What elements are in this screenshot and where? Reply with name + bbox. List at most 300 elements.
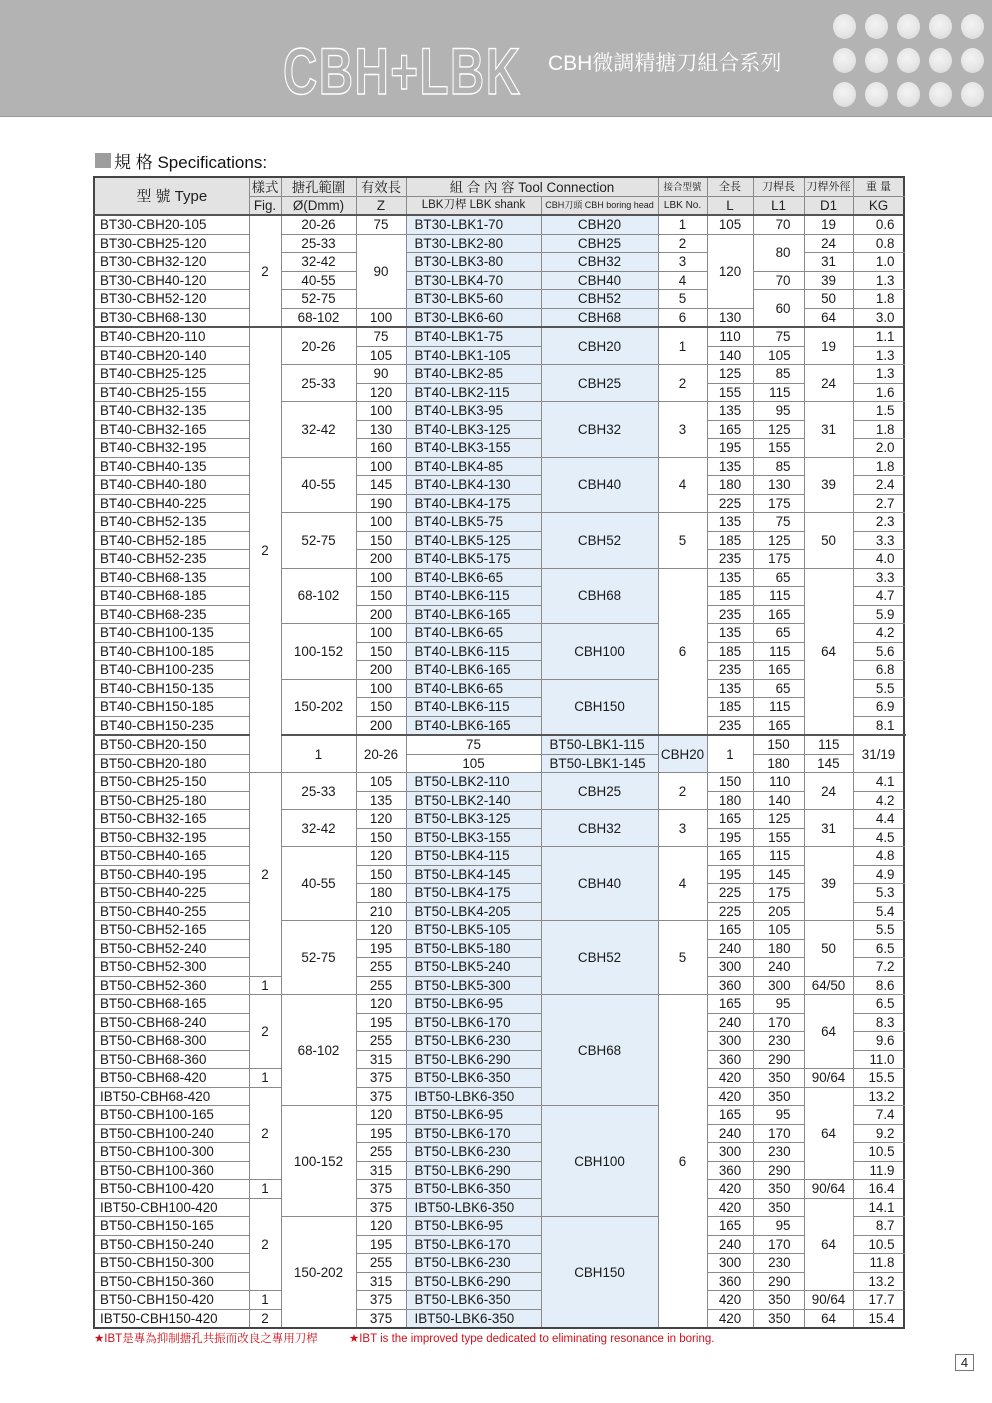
- cell-cbh: CBH68: [541, 995, 658, 1106]
- cell-l: 110: [707, 327, 753, 346]
- cell-z: 120: [356, 1106, 406, 1125]
- cell-kg: 5.5: [853, 679, 904, 698]
- cell-l1: 105: [753, 921, 804, 940]
- cell-kg: 2.4: [853, 476, 904, 495]
- cell-type: BT50-CBH100-300: [94, 1143, 249, 1162]
- cell-z: 375: [356, 1087, 406, 1106]
- cell-l1: 155: [753, 439, 804, 458]
- cell-lbk: BT40-LBK4-85: [406, 457, 541, 476]
- cell-kg: 3.0: [853, 308, 904, 327]
- cell-kg: 8.6: [853, 976, 904, 995]
- cell-l1: 95: [753, 995, 804, 1014]
- cell-type: BT50-CBH68-420: [94, 1069, 249, 1088]
- cell-d1: 31/19: [853, 735, 904, 773]
- cell-l1: 240: [753, 958, 804, 977]
- dot-icon: [865, 14, 888, 39]
- cell-z: 375: [356, 1069, 406, 1088]
- cell-lbk: BT40-LBK5-175: [406, 550, 541, 569]
- header-d1-cn: 刀桿外徑: [804, 177, 853, 197]
- cell-d1: 31: [804, 810, 853, 847]
- cell-type: IBT50-CBH68-420: [94, 1087, 249, 1106]
- cell-z: 105: [356, 346, 406, 365]
- cell-z: 210: [356, 902, 406, 921]
- table-row: [94, 439, 904, 458]
- cell-z: 90: [356, 234, 406, 308]
- cell-kg: 4.2: [853, 624, 904, 643]
- cell-l1: 125: [753, 531, 804, 550]
- cell-range: 32-42: [281, 253, 356, 272]
- cell-lbk: BT40-LBK1-75: [406, 327, 541, 346]
- cell-l1: 175: [753, 884, 804, 903]
- table-row: [94, 271, 904, 290]
- cell-z: 105: [356, 773, 406, 792]
- cell-l1: 65: [753, 624, 804, 643]
- table-row: [94, 1050, 904, 1069]
- cell-z: 195: [356, 939, 406, 958]
- cell-kg: 1.8: [853, 457, 904, 476]
- table-row: [94, 365, 904, 384]
- table-row: [94, 624, 904, 643]
- cell-type: BT50-CBH32-195: [94, 828, 249, 847]
- cell-l1: 85: [753, 365, 804, 384]
- cell-range: 25-33: [281, 773, 356, 810]
- footnote-en: ★IBT is the improved type dedicated to eliminating resonance in boring.: [348, 1333, 715, 1345]
- cell-type: BT50-CBH68-240: [94, 1013, 249, 1032]
- square-bullet-icon: [95, 153, 111, 168]
- table-row: [94, 921, 904, 940]
- cell-type: BT50-CBH32-165: [94, 810, 249, 829]
- cell-cbh: CBH32: [541, 402, 658, 458]
- section-title-text: 規 格 Specifications:: [114, 153, 268, 172]
- cell-type: BT40-CBH40-180: [94, 476, 249, 495]
- table-row: [94, 1180, 904, 1199]
- table-row: [94, 810, 904, 829]
- header-fig-en: Fig.: [249, 197, 281, 216]
- cell-kg: 13.2: [853, 1272, 904, 1291]
- cell-l1: 165: [753, 716, 804, 735]
- cell-z: 375: [356, 1291, 406, 1310]
- cell-l1: 290: [753, 1161, 804, 1180]
- cell-z: 130: [356, 420, 406, 439]
- cell-kg: 4.5: [853, 828, 904, 847]
- table-row: [94, 698, 904, 717]
- cell-l: 185: [707, 698, 753, 717]
- cell-fig: 2: [249, 1087, 281, 1180]
- cell-kg: 14.1: [853, 1198, 904, 1217]
- cell-type: BT50-CBH40-225: [94, 884, 249, 903]
- cell-z: 120: [356, 1217, 406, 1236]
- header-l1-en: L1: [753, 197, 804, 216]
- section-title: [95, 148, 267, 173]
- cell-kg: 4.4: [853, 810, 904, 829]
- table-row: [94, 939, 904, 958]
- cell-cbh: CBH25: [541, 234, 658, 253]
- table-row: [94, 679, 904, 698]
- cell-type: BT30-CBH68-130: [94, 308, 249, 327]
- cell-l: 150: [753, 735, 804, 754]
- cell-kg: 11.0: [853, 1050, 904, 1069]
- cell-z: 255: [356, 1032, 406, 1051]
- cell-cbh: CBH150: [541, 1217, 658, 1329]
- dot-icon: [961, 48, 984, 73]
- cell-lbk: BT30-LBK4-70: [406, 271, 541, 290]
- cell-z: 315: [356, 1050, 406, 1069]
- cell-l1: 60: [753, 290, 804, 328]
- table-row: [94, 1309, 904, 1328]
- table-row: [94, 1087, 904, 1106]
- cell-lbk: BT50-LBK6-290: [406, 1272, 541, 1291]
- cell-z: 90: [356, 365, 406, 384]
- table-row: [94, 1143, 904, 1162]
- cell-lbk: BT50-LBK6-350: [406, 1291, 541, 1310]
- cell-l: 360: [707, 976, 753, 995]
- cell-type: BT30-CBH32-120: [94, 253, 249, 272]
- cell-l: 420: [707, 1309, 753, 1328]
- table-row: [94, 327, 904, 346]
- table-row: [94, 605, 904, 624]
- cell-type: BT50-CBH20-150: [94, 735, 249, 754]
- cell-l: 420: [707, 1087, 753, 1106]
- cell-range: 40-55: [281, 457, 356, 513]
- table-row: [94, 642, 904, 661]
- cell-lbk: BT50-LBK6-95: [406, 1217, 541, 1236]
- cell-z: 75: [356, 215, 406, 234]
- cell-lbk: BT50-LBK6-350: [406, 1069, 541, 1088]
- cell-cbh: CBH32: [541, 253, 658, 272]
- cell-z: 100: [356, 308, 406, 327]
- cell-lbk: BT50-LBK6-230: [406, 1254, 541, 1273]
- cell-type: BT40-CBH40-135: [94, 457, 249, 476]
- cell-type: BT50-CBH25-180: [94, 791, 249, 810]
- cell-kg: 1.1: [853, 327, 904, 346]
- cell-lbk: BT40-LBK3-125: [406, 420, 541, 439]
- cell-z: 145: [356, 476, 406, 495]
- cell-kg: 7.4: [853, 1106, 904, 1125]
- cell-kg: 0.8: [853, 234, 904, 253]
- cell-kg: 2.0: [853, 439, 904, 458]
- cell-lbk: BT50-LBK6-95: [406, 1106, 541, 1125]
- cell-l1: 110: [753, 773, 804, 792]
- cell-z: 375: [356, 1309, 406, 1328]
- cell-range: 150-202: [281, 1217, 356, 1329]
- table-row: [94, 402, 904, 421]
- table-row: [94, 754, 904, 773]
- cell-kg: 4.2: [853, 791, 904, 810]
- cell-z: 255: [356, 958, 406, 977]
- cell-lbk: BT50-LBK4-115: [406, 847, 541, 866]
- cell-l1: 140: [753, 791, 804, 810]
- cell-kg: 11.8: [853, 1254, 904, 1273]
- cell-z: 100: [356, 457, 406, 476]
- header-range-en: Ø(Dmm): [281, 197, 356, 216]
- cell-lbk: BT40-LBK2-115: [406, 383, 541, 402]
- cell-range: 25-33: [281, 365, 356, 402]
- cell-z: 120: [356, 921, 406, 940]
- cell-type: BT50-CBH68-300: [94, 1032, 249, 1051]
- table-row: [94, 958, 904, 977]
- cell-cbh: CBH25: [541, 365, 658, 402]
- cell-l1: 230: [753, 1254, 804, 1273]
- cell-kg: 8.3: [853, 1013, 904, 1032]
- cell-l1: 230: [753, 1143, 804, 1162]
- cell-cbh: CBH32: [541, 810, 658, 847]
- cell-type: BT50-CBH68-360: [94, 1050, 249, 1069]
- cell-l: 165: [707, 1106, 753, 1125]
- cell-l1: 65: [753, 679, 804, 698]
- table-row: [94, 773, 904, 792]
- dot-icon: [961, 82, 984, 107]
- table-row: [94, 902, 904, 921]
- cell-range: 20-26: [281, 327, 356, 365]
- cell-kg: 4.8: [853, 847, 904, 866]
- cell-d1: 64: [804, 995, 853, 1069]
- cell-l1: 115: [753, 642, 804, 661]
- cell-l1: 155: [753, 828, 804, 847]
- cell-l1: 80: [753, 234, 804, 271]
- cell-range: 20-26: [281, 215, 356, 234]
- cell-cbh: CBH150: [541, 679, 658, 735]
- cell-z: 375: [356, 1180, 406, 1199]
- cell-d1: 19: [804, 327, 853, 365]
- header-l-en: L: [707, 197, 753, 216]
- cell-z: 120: [356, 995, 406, 1014]
- dot-icon: [929, 14, 952, 39]
- cell-no: 4: [658, 457, 707, 513]
- table-row: [94, 215, 904, 234]
- cell-type: BT50-CBH40-255: [94, 902, 249, 921]
- cell-lbk: BT50-LBK3-125: [406, 810, 541, 829]
- cell-kg: 10.5: [853, 1235, 904, 1254]
- cell-z: 150: [356, 698, 406, 717]
- cell-type: BT50-CBH52-300: [94, 958, 249, 977]
- cell-range: 32-42: [281, 810, 356, 847]
- cell-no: 4: [658, 271, 707, 290]
- cell-z: 180: [356, 884, 406, 903]
- table-row: [94, 494, 904, 513]
- cell-l1: 95: [753, 1106, 804, 1125]
- cell-d1: 90/64: [804, 1291, 853, 1310]
- table-row: [94, 1069, 904, 1088]
- cell-type: BT50-CBH100-420: [94, 1180, 249, 1199]
- cell-no: 2: [658, 234, 707, 253]
- cell-type: BT50-CBH150-360: [94, 1272, 249, 1291]
- cell-l1: 350: [753, 1198, 804, 1217]
- cell-type: BT30-CBH52-120: [94, 290, 249, 309]
- cell-l1: 115: [753, 847, 804, 866]
- cell-d1: 90/64: [804, 1069, 853, 1088]
- cell-cbh: CBH52: [541, 290, 658, 309]
- table-row: [94, 383, 904, 402]
- table-row: [94, 661, 904, 680]
- cell-d1: 50: [804, 921, 853, 977]
- cell-cbh: CBH40: [541, 847, 658, 921]
- cell-kg: 6.9: [853, 698, 904, 717]
- cell-cbh: CBH52: [541, 921, 658, 995]
- cell-lbk: BT30-LBK6-60: [406, 308, 541, 327]
- cell-l1: 115: [753, 587, 804, 606]
- cell-cbh: CBH20: [658, 735, 707, 773]
- cell-kg: 4.9: [853, 865, 904, 884]
- cell-kg: 17.7: [853, 1291, 904, 1310]
- cell-l: 300: [707, 1254, 753, 1273]
- cell-type: BT50-CBH52-360: [94, 976, 249, 995]
- cell-z: 315: [356, 1272, 406, 1291]
- table-body: [94, 215, 904, 1328]
- cell-range: 68-102: [281, 568, 356, 624]
- cell-kg: 1.3: [853, 365, 904, 384]
- cell-l: 420: [707, 1291, 753, 1310]
- cell-l1: 105: [753, 346, 804, 365]
- cell-kg: 13.2: [853, 1087, 904, 1106]
- header-type-label: 型 號 Type: [136, 187, 208, 205]
- cell-type: IBT50-CBH100-420: [94, 1198, 249, 1217]
- cell-lbk: BT30-LBK2-80: [406, 234, 541, 253]
- cell-lbk: BT50-LBK6-350: [406, 1180, 541, 1199]
- cell-lbk: BT50-LBK5-300: [406, 976, 541, 995]
- cell-range: 52-75: [281, 290, 356, 309]
- cell-l: 420: [707, 1198, 753, 1217]
- cell-lbk: BT50-LBK1-115: [541, 735, 658, 754]
- cell-type: BT40-CBH68-235: [94, 605, 249, 624]
- cell-l1: 350: [753, 1069, 804, 1088]
- banner-subtitle: CBH微調精搪刀組合系列: [548, 52, 782, 75]
- cell-d1: 50: [804, 290, 853, 309]
- table-row: [94, 513, 904, 532]
- cell-lbk: BT40-LBK3-155: [406, 439, 541, 458]
- cell-l: 180: [707, 791, 753, 810]
- cell-lbk: BT50-LBK6-230: [406, 1032, 541, 1051]
- cell-type: BT50-CBH150-420: [94, 1291, 249, 1310]
- cell-lbk: BT50-LBK3-155: [406, 828, 541, 847]
- cell-lbk: BT50-LBK6-170: [406, 1013, 541, 1032]
- cell-l: 165: [707, 420, 753, 439]
- cell-d1: 50: [804, 513, 853, 569]
- cell-type: BT50-CBH40-195: [94, 865, 249, 884]
- cell-kg: 5.9: [853, 605, 904, 624]
- cell-kg: 15.4: [853, 1309, 904, 1328]
- cell-type: BT40-CBH100-135: [94, 624, 249, 643]
- table-row: [94, 884, 904, 903]
- header-z-cn: 有效長: [356, 177, 406, 197]
- cell-kg: 6.8: [853, 661, 904, 680]
- cell-no: 4: [658, 847, 707, 921]
- cell-type: BT50-CBH100-360: [94, 1161, 249, 1180]
- cell-fig: 2: [249, 327, 281, 773]
- dot-icon: [865, 48, 888, 73]
- table-row: [94, 735, 904, 754]
- cell-kg: 2.3: [853, 513, 904, 532]
- header-kg-cn: 重 量: [853, 177, 904, 197]
- cell-l: 135: [707, 513, 753, 532]
- cell-l: 180: [707, 476, 753, 495]
- dot-icon: [897, 48, 920, 73]
- cell-kg: 1.8: [853, 290, 904, 309]
- cell-fig: 1: [281, 735, 356, 773]
- header-lbkno-cn: 接合型號: [658, 177, 707, 197]
- cell-l1: 70: [753, 271, 804, 290]
- cell-lbk: BT40-LBK6-165: [406, 605, 541, 624]
- cell-d1: 19: [804, 215, 853, 234]
- cell-l: 240: [707, 1124, 753, 1143]
- cell-type: BT50-CBH100-240: [94, 1124, 249, 1143]
- cell-z: 255: [356, 1143, 406, 1162]
- cell-l1: 145: [804, 754, 853, 773]
- cell-no: 3: [658, 253, 707, 272]
- cell-lbk: BT50-LBK5-180: [406, 939, 541, 958]
- table-row: [94, 791, 904, 810]
- cell-l: 235: [707, 550, 753, 569]
- cell-range: 32-42: [281, 402, 356, 458]
- cell-range: 52-75: [281, 513, 356, 569]
- cell-l1: 70: [753, 215, 804, 234]
- cell-l: 240: [707, 1235, 753, 1254]
- cell-z: 100: [356, 568, 406, 587]
- cell-l: 300: [707, 1032, 753, 1051]
- cell-range: 40-55: [281, 271, 356, 290]
- cell-type: BT40-CBH20-110: [94, 327, 249, 346]
- header-fig-cn: 樣式: [249, 177, 281, 197]
- cell-kg: 1.5: [853, 402, 904, 421]
- cell-l1: 85: [753, 457, 804, 476]
- cell-d1: 64: [804, 1198, 853, 1291]
- cell-l: 225: [707, 902, 753, 921]
- cell-type: BT30-CBH20-105: [94, 215, 249, 234]
- cell-range: 40-55: [281, 847, 356, 921]
- dot-icon: [833, 82, 856, 107]
- cell-range: 68-102: [281, 995, 356, 1106]
- cell-l1: 180: [753, 939, 804, 958]
- cell-type: BT40-CBH40-225: [94, 494, 249, 513]
- cell-l: 185: [707, 642, 753, 661]
- table-row: [94, 476, 904, 495]
- header-l1-cn: 刀桿長: [753, 177, 804, 197]
- header-d1-en: D1: [804, 197, 853, 216]
- cell-range: 100-152: [281, 624, 356, 680]
- table-row: [94, 1198, 904, 1217]
- cell-kg: 5.5: [853, 921, 904, 940]
- table-row: [94, 1161, 904, 1180]
- header-cbh-head: CBH刀頭 CBH boring head: [541, 197, 658, 216]
- dot-icon: [929, 82, 952, 107]
- cell-lbk: BT50-LBK2-110: [406, 773, 541, 792]
- cell-l1: 165: [753, 605, 804, 624]
- cell-z: 160: [356, 439, 406, 458]
- cell-range: 68-102: [281, 308, 356, 327]
- cell-l1: 175: [753, 550, 804, 569]
- cell-type: BT40-CBH25-155: [94, 383, 249, 402]
- header-kg-en: KG: [853, 197, 904, 216]
- cell-fig: 1: [249, 1291, 281, 1310]
- cell-fig: 1: [249, 1180, 281, 1199]
- cell-l: 240: [707, 939, 753, 958]
- cell-kg: 1.3: [853, 346, 904, 365]
- cell-type: BT50-CBH52-240: [94, 939, 249, 958]
- cell-lbk: BT40-LBK6-115: [406, 587, 541, 606]
- cell-d1: 31: [804, 402, 853, 458]
- cell-l1: 350: [753, 1087, 804, 1106]
- cell-d1: 64: [804, 1087, 853, 1180]
- cell-z: 100: [356, 402, 406, 421]
- cell-type: BT50-CBH20-180: [94, 754, 249, 773]
- cell-d1: 24: [804, 773, 853, 810]
- cell-lbk: BT50-LBK6-170: [406, 1124, 541, 1143]
- cell-type: BT40-CBH25-125: [94, 365, 249, 384]
- cell-z: 200: [356, 605, 406, 624]
- table-row: [94, 716, 904, 735]
- cell-type: BT40-CBH32-135: [94, 402, 249, 421]
- cell-l: 130: [707, 308, 753, 327]
- cell-lbk: BT40-LBK4-130: [406, 476, 541, 495]
